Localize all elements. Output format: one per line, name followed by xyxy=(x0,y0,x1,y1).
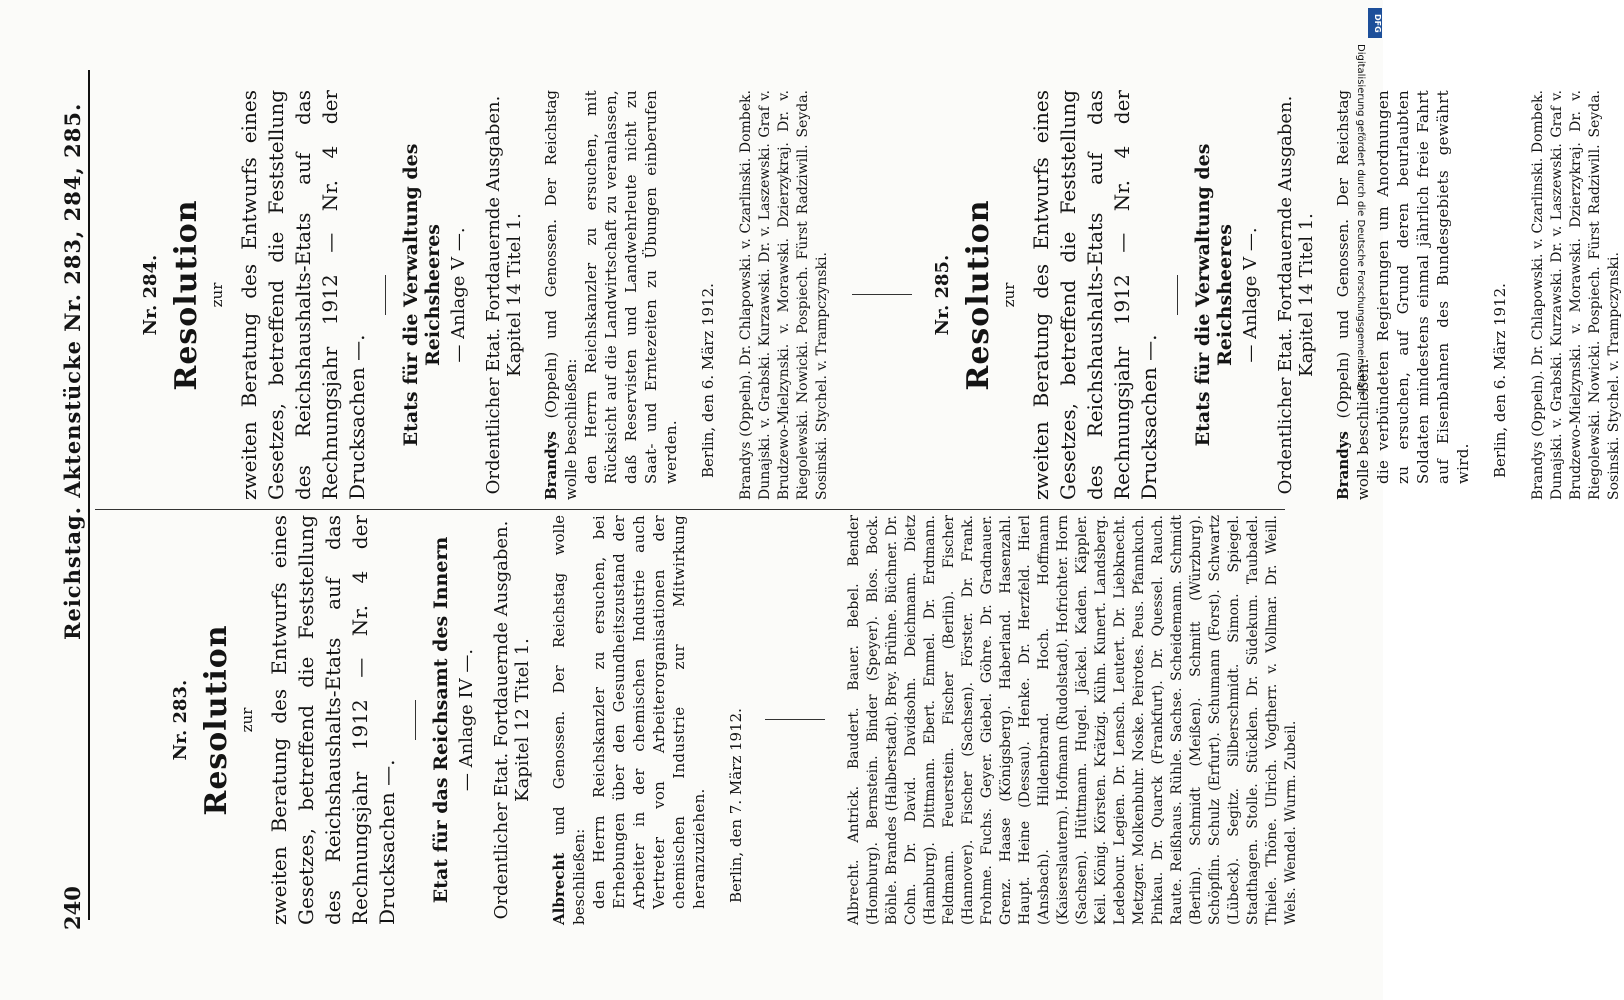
motion-intro: (Oppeln) und Genossen. Der Reichstag wolle beschließen: xyxy=(542,90,580,500)
signer-list: Brandys (Oppeln). Dr. Chlapowski. v. Czarlinski. Dombek. Dunajski. v. Grabski. Kurzawski. Dr. v. Laszewski. Graf v. Brudzewo-Mielzynski. v. Morawski. Dzierzykraj. Dr. v. Riegolewski. Nowicki. Pospiech. Fürst Radziwill. Seyda. Sosinski. Stychel. v. Trampczynski. xyxy=(738,90,830,500)
kapitel-label: Kapitel 14 Titel 1. xyxy=(504,213,525,377)
etat-heading: Etats für die Verwaltung des Reichsheeres xyxy=(400,143,444,447)
mover-name: Brandys xyxy=(542,431,560,500)
zur-label: zur xyxy=(208,282,226,308)
nr-284: Nr. 284. xyxy=(140,254,161,336)
nr-285: Nr. 285. xyxy=(932,254,953,336)
running-head: Reichstag. Aktenstücke Nr. 283, 284, 285. xyxy=(60,102,85,640)
short-rule xyxy=(385,275,386,315)
resolution-title: zweiten Beratung des Entwurfs eines Gesetzes, betreffend die Feststellung des Reichshaushalts-Etats auf das Rechnungsjahr 1912 — Nr. 4 der Drucksachen —. xyxy=(267,515,399,925)
short-rule xyxy=(1177,275,1178,315)
separator-rule xyxy=(852,295,912,296)
anlage-label: — Anlage V —. xyxy=(1240,227,1261,363)
resolution-title: zweiten Beratung des Entwurfs eines Gesetzes, betreffend die Feststellung des Reichshaushalts-Etats auf das Rechnungsjahr 1912 — Nr. 4 der Drucksachen —. xyxy=(1029,90,1161,500)
motion-paragraph xyxy=(549,515,709,925)
mover-name: Brandys xyxy=(1334,431,1352,500)
resolution-title: zweiten Beratung des Entwurfs eines Gesetzes, betreffend die Feststellung des Reichshaushalts-Etats auf das Rechnungsjahr 1912 — Nr. 4 der Drucksachen —. xyxy=(237,90,369,500)
etat-heading: Etat für das Reichsamt des Innern xyxy=(430,536,452,904)
motion-text: den Herrn Reichskanzler zu ersuchen, mit Rücksicht auf die Landwirtschaft zu veranlassen, daß Reservisten und Landwehrleute nicht zu Saat- und Erntezeiten zu Übungen einberufen werden. xyxy=(582,90,680,484)
motion-intro: und Genossen. Der Reichstag wolle beschließen: xyxy=(550,515,588,925)
zur-label: zur xyxy=(238,707,256,733)
motion-text: die verbündeten Regierungen um Anordnungen zu ersuchen, auf Grund deren beurlaubten Soldaten mindestens einmal jährlich freie Fahrt auf Eisenbahnen des Bundesgebiets gewährt wird. xyxy=(1374,90,1472,484)
kapitel-label: Kapitel 12 Titel 1. xyxy=(512,638,533,802)
motion-date: Berlin, den 7. März 1912. xyxy=(727,708,745,903)
resolution-285 xyxy=(932,90,1624,500)
etat-heading: Etats für die Verwaltung des Reichsheeres xyxy=(1192,143,1236,447)
motion-paragraph xyxy=(541,90,681,500)
motion-intro: (Oppeln) und Genossen. Der Reichstag wolle beschließen: xyxy=(1334,90,1372,500)
column-divider xyxy=(95,509,1285,510)
signer-list: Albrecht. Antrick. Baudert. Bauer. Bebel. Bender (Homburg). Bernstein. Binder (Speyer). Blos. Bock. Böhle. Brandes (Halberstadt). Brey. Brühne. Büchner. Dr. Cohn. Dr. David. Davidsohn. Deichmann. Dietz (Hamburg). Dittmann. Ebert. Emmel. Dr. Erdmann. Feldmann. Feuerstein. Fischer (Berlin). Fischer (Hannover). Fischer (Sachsen). Förster. Dr. Frank. Frohme. Fuchs. Geyer. Giebel. Göhre. Dr. Gradnauer. Grenz. Haase (Königsberg). Haberland. Hasenzahl. Haupt. Heine (Dessau). Henke. Dr. Herzfeld. Hierl (Ansbach). Hildenbrand. Hoch. Hoffmann (Kaiserslautern). Hofmann (Rudolstadt). Hofrichter. Horn (Sachsen). Hüttmann. Hugel. Jäckel. Kaden. Käppler. Keil. König. Körsten. Krätzig. Kühn. Kunert. Landsberg. Ledebour. Legien. Dr. Lensch. Leutert. Dr. Liebknecht. Metzger. Molkenbuhr. Noske. Peirotes. Peus. Pfannkuch. Pinkau. Dr. Quarck (Frankfurt). Dr. Quessel. Rauch. Raute. Reißhaus. Rühle. Sachse. Scheidemann. Schmidt (Berlin). Schmidt (Meißen). Schmitt (Würzburg). Schöpflin. Schulz (Erfurt). Schumann (Forst). Schwartz (Lübeck). Segitz. Silberschmidt. Simon. Spiegel. Stadthagen. Stolle. Stücklen. Dr. Südekum. Taubadel. Thiele. Thöne. Ulrich. Vogtherr. v. Vollmar. Dr. Weill. Wels. Wendel. Wurm. Zubeil. xyxy=(846,515,1299,925)
page-header xyxy=(50,80,90,930)
nr-283: Nr. 283. xyxy=(170,679,191,761)
resolution-284 xyxy=(140,90,832,500)
signer-list: Brandys (Oppeln). Dr. Chlapowski. v. Czarlinski. Dombek. Dunajski. v. Grabski. Kurzawski. Dr. v. Laszewski. Graf v. Brudzewo-Mielzynski. v. Morawski. Dzierzykraj. Dr. v. Riegolewski. Nowicki. Pospiech. Fürst Radziwill. Seyda. Sosinski. Stychel. v. Trampczynski. xyxy=(1530,90,1622,500)
anlage-label: — Anlage IV —. xyxy=(456,648,477,792)
left-column xyxy=(100,515,1301,925)
anlage-label: — Anlage V —. xyxy=(448,227,469,363)
ordentlicher-etat: Ordentlicher Etat. Fortdauernde Ausgaben. xyxy=(1275,95,1296,495)
separator-rule xyxy=(765,720,825,721)
motion-date: Berlin, den 6. März 1912. xyxy=(1491,283,1509,478)
motion-date: Berlin, den 6. März 1912. xyxy=(699,283,717,478)
resolution-heading: Resolution xyxy=(199,624,234,816)
zur-label: zur xyxy=(1000,282,1018,308)
ordentlicher-etat: Ordentlicher Etat. Fortdauernde Ausgaben. xyxy=(491,520,512,920)
digitization-credit: Digitalisierung gefördert durch die Deutsche Forschungsgemeinschaft xyxy=(1355,44,1366,395)
resolution-heading: Resolution xyxy=(961,199,996,391)
motion-text: den Herrn Reichskanzler zu ersuchen, bei Erhebungen über den Gesundheitszustand der Arbeiter in der chemischen Industrie auch Vertreter von Arbeiterorganisationen der chemischen Industrie zur Mitwirkung heranzuziehen. xyxy=(590,515,708,909)
ordentlicher-etat: Ordentlicher Etat. Fortdauernde Ausgaben. xyxy=(483,95,504,495)
kapitel-label: Kapitel 14 Titel 1. xyxy=(1296,213,1317,377)
right-column xyxy=(100,90,1624,500)
dfg-logo: DFG xyxy=(1368,8,1382,38)
short-rule xyxy=(415,700,416,740)
mover-name: Albrecht xyxy=(550,852,568,925)
resolution-heading: Resolution xyxy=(169,199,204,391)
header-rule xyxy=(88,70,90,920)
page-number: 240 xyxy=(60,886,85,930)
